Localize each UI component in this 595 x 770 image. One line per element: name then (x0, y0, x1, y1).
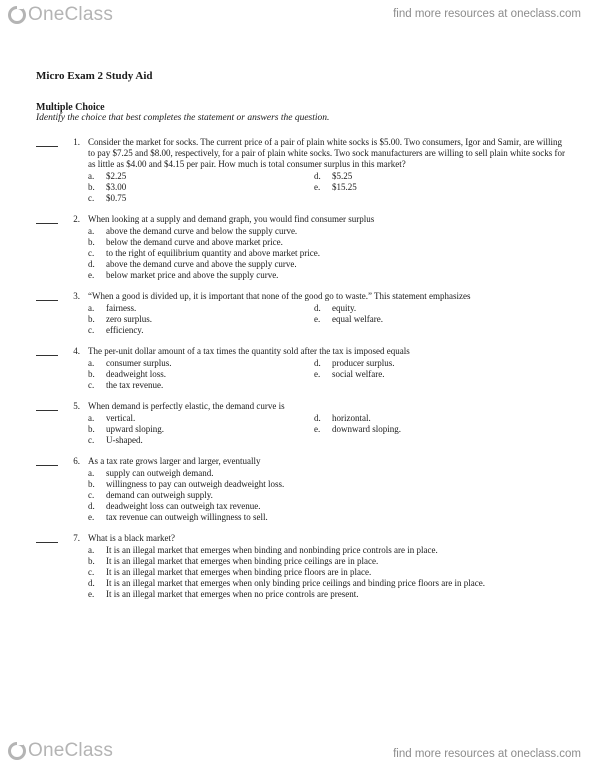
resources-link[interactable]: find more resources at oneclass.com (393, 8, 581, 20)
question-number: 6. (73, 456, 80, 466)
question-text: As a tax rate grows larger and larger, eventually (88, 456, 261, 466)
option-letter: b. (88, 479, 95, 489)
option-letter: a. (88, 413, 95, 423)
option-text: equal welfare. (332, 314, 383, 324)
option-letter: c. (88, 248, 95, 258)
answer-option (88, 501, 548, 512)
answer-option (88, 490, 548, 501)
answer-option (88, 259, 548, 270)
question-text: Consider the market for socks. The current price of a pair of plain white socks is $5.00. Two consumers, Igor and Samir, are willing to pay $7.25 and $8.00, respectively, for a pair of plain white socks. Two sock manufacturers are willing to sell plain white socks for as little as $4.00 and $4.15 per pair. How much is total consumer surplus in this market? (88, 137, 565, 169)
question-7 (36, 533, 566, 600)
answer-blank[interactable] (36, 542, 58, 543)
option-letter: b. (88, 182, 95, 192)
answer-option (88, 358, 314, 369)
option-text: U-shaped. (106, 435, 143, 445)
question-list (36, 137, 566, 600)
answer-option (88, 248, 548, 259)
answer-option (88, 424, 314, 435)
answer-blank[interactable] (36, 410, 58, 411)
answer-option (88, 369, 314, 380)
answer-blank[interactable] (36, 465, 58, 466)
answer-option (88, 226, 548, 237)
question-text: The per-unit dollar amount of a tax times the quantity sold after the tax is imposed equals (88, 346, 410, 356)
option-text: below market price and above the supply curve. (106, 270, 279, 280)
document-title: Micro Exam 2 Study Aid (36, 70, 153, 82)
question-text: When demand is perfectly elastic, the demand curve is (88, 401, 285, 411)
option-letter: e. (88, 589, 95, 599)
option-letter: c. (88, 435, 95, 445)
answer-option (88, 193, 314, 204)
option-text: social welfare. (332, 369, 385, 379)
option-letter: d. (314, 303, 321, 313)
option-text: equity. (332, 303, 357, 313)
answer-option (88, 325, 314, 336)
question-2 (36, 214, 566, 281)
option-text: demand can outweigh supply. (106, 490, 213, 500)
option-letter: d. (88, 259, 95, 269)
option-letter: d. (314, 413, 321, 423)
option-letter: c. (88, 490, 95, 500)
bottom-bar (0, 738, 595, 770)
option-letter: b. (88, 314, 95, 324)
answer-option (88, 303, 314, 314)
option-text: willingness to pay can outweigh deadweight loss. (106, 479, 285, 489)
option-text: It is an illegal market that emerges when binding price floors are in place. (106, 567, 372, 577)
question-text: What is a black market? (88, 533, 175, 543)
question-text: “When a good is divided up, it is important that none of the good go to waste.” This statement emphasizes (88, 291, 471, 301)
option-text: fairness. (106, 303, 137, 313)
option-letter: a. (88, 303, 95, 313)
option-text: deadweight loss can outweigh tax revenue. (106, 501, 261, 511)
option-text: $15.25 (332, 182, 357, 192)
option-text: the tax revenue. (106, 380, 164, 390)
option-text: deadweight loss. (106, 369, 166, 379)
answer-option (314, 303, 544, 314)
answer-blank[interactable] (36, 355, 58, 356)
answer-option (88, 270, 548, 281)
option-text: It is an illegal market that emerges when binding and nonbinding price controls are in place. (106, 545, 438, 555)
option-text: above the demand curve and above the supply curve. (106, 259, 297, 269)
answer-option (88, 512, 548, 523)
option-letter: e. (88, 270, 95, 280)
option-letter: b. (88, 237, 95, 247)
answer-option (88, 171, 314, 182)
answer-option (314, 182, 544, 193)
option-letter: d. (314, 171, 321, 181)
question-5 (36, 401, 566, 446)
option-letter: d. (88, 578, 95, 588)
logo-text: OneClass (28, 4, 114, 25)
top-bar (0, 0, 595, 34)
option-text: tax revenue can outweigh willingness to sell. (106, 512, 268, 522)
answer-option (88, 314, 314, 325)
section-heading: Multiple Choice (36, 102, 105, 113)
question-3 (36, 291, 566, 336)
option-letter: b. (88, 369, 95, 379)
option-letter: e. (314, 424, 321, 434)
option-letter: c. (88, 567, 95, 577)
logo-text: OneClass (28, 740, 114, 761)
option-letter: b. (88, 424, 95, 434)
option-list (88, 358, 566, 391)
option-text: It is an illegal market that emerges when binding price ceilings are in place. (106, 556, 379, 566)
option-letter: d. (88, 501, 95, 511)
option-letter: d. (314, 358, 321, 368)
answer-option (314, 314, 544, 325)
oneclass-logo-icon (8, 742, 26, 760)
question-1 (36, 137, 566, 204)
option-text: above the demand curve and below the supply curve. (106, 226, 298, 236)
option-text: horizontal. (332, 413, 371, 423)
question-number: 4. (73, 346, 80, 356)
answer-blank[interactable] (36, 300, 58, 301)
answer-option (88, 556, 548, 567)
option-text: upward sloping. (106, 424, 164, 434)
option-text: It is an illegal market that emerges when no price controls are present. (106, 589, 359, 599)
option-text: It is an illegal market that emerges when only binding price ceilings and binding price floors are in place. (106, 578, 485, 588)
answer-option (314, 369, 544, 380)
option-letter: b. (88, 556, 95, 566)
option-text: below the demand curve and above market price. (106, 237, 283, 247)
option-text: consumer surplus. (106, 358, 172, 368)
answer-option (88, 237, 548, 248)
answer-option (314, 171, 544, 182)
resources-link-footer[interactable]: find more resources at oneclass.com (393, 748, 581, 760)
option-text: producer surplus. (332, 358, 395, 368)
option-letter: c. (88, 325, 95, 335)
option-list (88, 468, 566, 523)
instructions: Identify the choice that best completes the statement or answers the question. (36, 113, 330, 123)
option-text: $5.25 (332, 171, 353, 181)
answer-option (314, 424, 544, 435)
answer-blank[interactable] (36, 223, 58, 224)
option-letter: e. (314, 314, 321, 324)
answer-option (88, 413, 314, 424)
option-letter: a. (88, 358, 95, 368)
option-list (88, 226, 566, 281)
question-number: 5. (73, 401, 80, 411)
option-text: $3.00 (106, 182, 127, 192)
option-letter: c. (88, 193, 95, 203)
option-list (88, 303, 566, 336)
option-letter: e. (88, 512, 95, 522)
option-text: vertical. (106, 413, 136, 423)
answer-option (88, 380, 314, 391)
question-number: 7. (73, 533, 80, 543)
question-6 (36, 456, 566, 523)
option-list (88, 545, 566, 600)
question-text: When looking at a supply and demand graph, you would find consumer surplus (88, 214, 375, 224)
answer-option (88, 578, 548, 589)
option-letter: a. (88, 468, 95, 478)
option-letter: e. (314, 182, 321, 192)
answer-option (314, 358, 544, 369)
question-number: 1. (73, 137, 80, 147)
option-letter: e. (314, 369, 321, 379)
option-text: $0.75 (106, 193, 127, 203)
answer-option (88, 567, 548, 578)
option-letter: c. (88, 380, 95, 390)
option-text: zero surplus. (106, 314, 152, 324)
option-text: downward sloping. (332, 424, 401, 434)
option-text: to the right of equilibrium quantity and above market price. (106, 248, 320, 258)
answer-option (88, 589, 548, 600)
option-text: efficiency. (106, 325, 144, 335)
oneclass-logo-footer[interactable] (8, 740, 113, 762)
answer-option (88, 468, 548, 479)
question-4 (36, 346, 566, 391)
oneclass-logo[interactable] (8, 4, 113, 26)
option-list (88, 171, 566, 204)
option-letter: a. (88, 171, 95, 181)
answer-blank[interactable] (36, 146, 58, 147)
answer-option (314, 413, 544, 424)
oneclass-logo-icon (8, 6, 26, 24)
option-text: supply can outweigh demand. (106, 468, 214, 478)
question-number: 3. (73, 291, 80, 301)
answer-option (88, 435, 314, 446)
question-number: 2. (73, 214, 80, 224)
answer-option (88, 182, 314, 193)
option-text: $2.25 (106, 171, 127, 181)
answer-option (88, 545, 548, 556)
answer-option (88, 479, 548, 490)
option-letter: a. (88, 545, 95, 555)
option-list (88, 413, 566, 446)
document-body (36, 70, 566, 610)
option-letter: a. (88, 226, 95, 236)
